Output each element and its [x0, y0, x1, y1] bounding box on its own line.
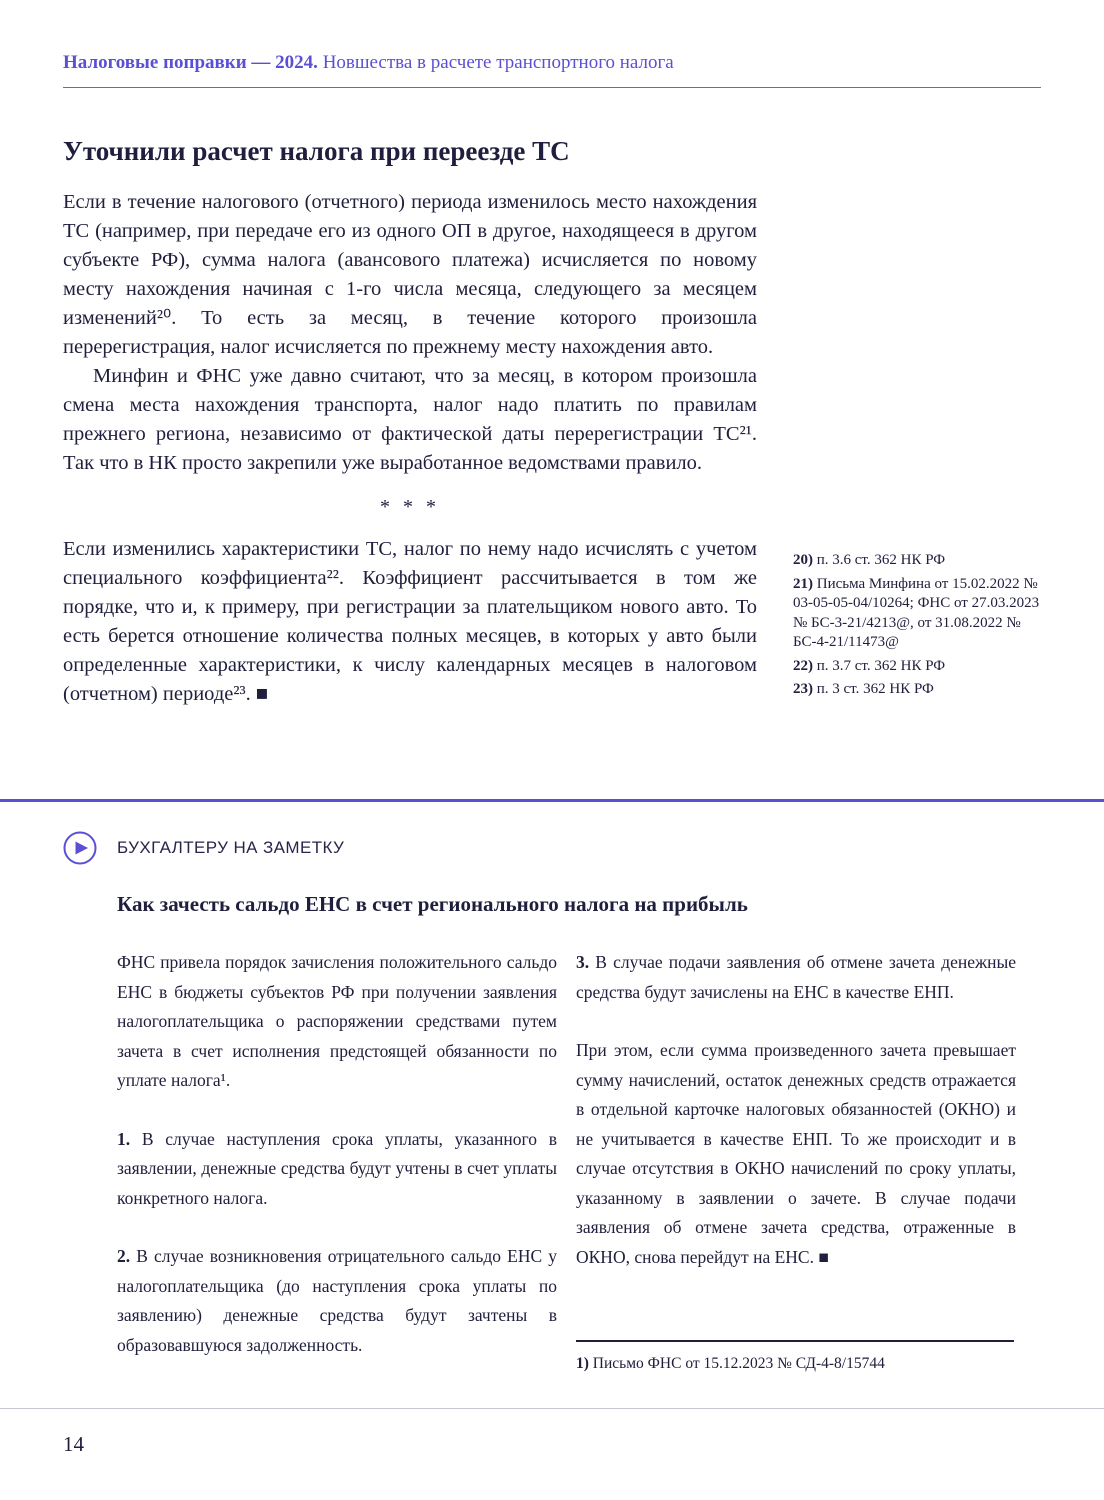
- list-number: 3.: [576, 952, 590, 972]
- section-separator: * * *: [380, 496, 440, 518]
- footnote-number: 1): [576, 1355, 589, 1372]
- note-section-label: БУХГАЛТЕРУ НА ЗАМЕТКУ: [117, 838, 345, 857]
- footnote-number: 21): [793, 575, 813, 592]
- header-article-title: Новшества в расчете транспортного налога: [317, 52, 674, 73]
- note-paragraph: 1. В случае наступления срока уплаты, указанного в заявлении, денежные средства будут учтены в счет уплаты конкретного налога.: [117, 1128, 557, 1208]
- note-paragraph: 2. В случае возникновения отрицательного сальдо ЕНС у налогоплательщика (до наступления срока уплаты по заявлению) денежные средства будут зачтены в образовавшуюся задолженность.: [117, 1246, 557, 1355]
- margin-footnotes: [793, 551, 1045, 704]
- article-paragraph-3: Если изменились характеристики ТС, налог по нему надо исчислять с учетом специального коэффициента²². Коэффициент рассчитывается в том же порядке, что и, к примеру, при регистрации за плательщиком нового авто. То есть берется отношение количества полных месяцев, в которых у авто были определенные характеристики, к числу календарных месяцев в налоговом (отчетном) периоде²³. ■: [63, 538, 757, 705]
- footnote-21: [793, 575, 1045, 653]
- note-left-column: [117, 948, 557, 1389]
- note-label-row: [63, 831, 344, 865]
- article-paragraph-2: Минфин и ФНС уже давно считают, что за месяц, в котором произошла смена места нахождения транспорта, налог надо платить по правилам прежнего региона, независимо от фактической даты перерегистрации ТС²¹. Так что в НК просто закрепили уже выработанное ведомствами правило.: [63, 365, 757, 474]
- play-icon: [63, 831, 97, 865]
- footnote-text: п. 3 ст. 362 НК РФ: [813, 681, 934, 697]
- footnote-22: [793, 657, 1045, 677]
- note-paragraph: 3. В случае подачи заявления об отмене зачета денежные средства будут зачислены на ЕНС в качестве ЕНП.: [576, 952, 1016, 1002]
- note-paragraph: ФНС привела порядок зачисления положительного сальдо ЕНС в бюджеты субъектов РФ при получении заявления налогоплательщика о распоряжении средствами путем зачета в счет исполнения предстоящей обязанности по уплате налога¹.: [117, 952, 557, 1090]
- note-footnote: [576, 1340, 1014, 1374]
- footnote-text: п. 3.6 ст. 362 НК РФ: [813, 552, 946, 568]
- article-paragraph-1: Если в течение налогового (отчетного) периода изменилось место нахождения ТС (например, при передаче его из одного ОП в другое, находящееся в другом субъекте РФ), сумма налога (авансового платежа) исчисляется по новому месту нахождения начиная с 1-го числа месяца, следующего за месяцем изменений²⁰. То есть за месяц, в течение которого произошла перерегистрация, налог исчисляется по прежнему месту нахождения авто.: [63, 191, 757, 358]
- page-number: 14: [63, 1432, 84, 1456]
- note-right-column: [576, 948, 1016, 1301]
- footnote-text: Письмо ФНС от 15.12.2023 № СД-4-8/15744: [588, 1355, 885, 1372]
- note-paragraph: При этом, если сумма произведенного зачета превышает сумму начислений, остаток денежных средств отражается в отдельной карточке налоговых обязанностей (ОКНО) и не учитывается в качестве ЕНП. То же происходит и в случае отсутствия в ОКНО начислений по сроку уплаты, указанному в заявлении о зачете. В случае подачи заявления об отмене зачета средства, отраженные в ОКНО, снова перейдут на ЕНС. ■: [576, 1040, 1016, 1267]
- footnote-23: [793, 680, 1045, 700]
- article-heading: Уточнили расчет налога при переезде ТС: [63, 136, 570, 166]
- footnote-number: 22): [793, 657, 813, 674]
- article-body: [63, 188, 757, 709]
- footnote-text: Письма Минфина от 15.02.2022 № 03-05-05-04/10264; ФНС от 27.03.2023 № БС-3-21/4213@, от 31.08.2022 № БС-4-21/11473@: [793, 575, 1040, 650]
- list-number: 1.: [117, 1128, 131, 1149]
- footnote-number: 23): [793, 681, 813, 697]
- header-section-title: Налоговые поправки — 2024.: [63, 52, 318, 73]
- list-number: 2.: [117, 1246, 131, 1266]
- note-heading: Как зачесть сальдо ЕНС в счет регионального налога на прибыль: [117, 892, 748, 916]
- footnote-number: 20): [793, 552, 813, 568]
- footnote-text: п. 3.7 ст. 362 НК РФ: [813, 657, 946, 674]
- section-divider: [0, 799, 1104, 802]
- footnote-20: [793, 551, 1045, 571]
- running-header: [63, 52, 1041, 88]
- footer-rule: [0, 1408, 1104, 1409]
